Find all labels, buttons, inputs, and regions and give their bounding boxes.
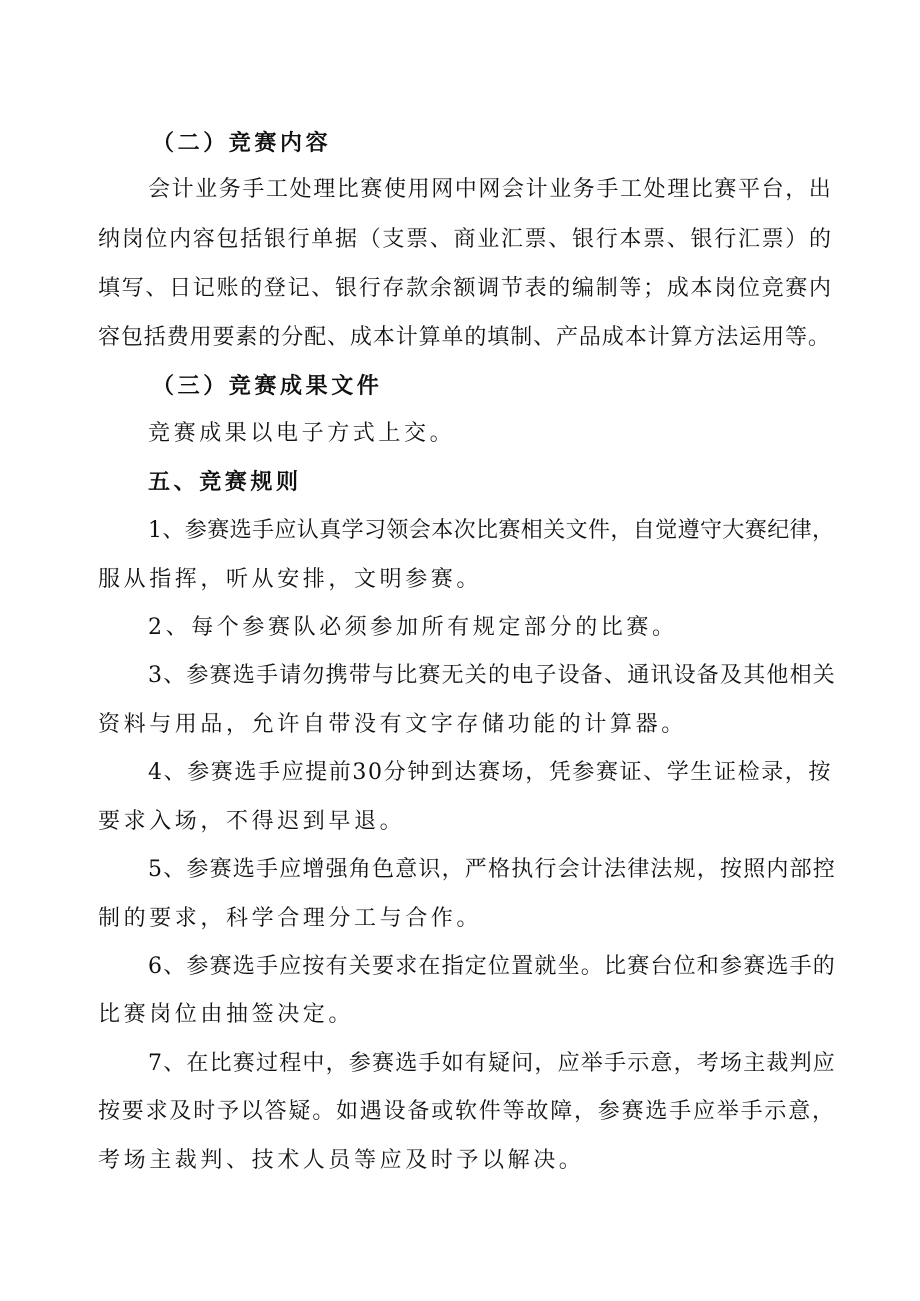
rule-line: 4、参赛选手应提前30分钟到达赛场，凭参赛证、学生证检录，按 [148, 760, 832, 785]
rule-line: 1、参赛选手应认真学习领会本次比赛相关文件，自觉遵守大赛纪律， [148, 518, 835, 543]
paragraph-line: 容包括费用要素的分配、成本计算单的填制、产品成本计算方法运用等。 [98, 325, 831, 350]
heading-competition-content: （二）竞赛内容 [152, 130, 332, 156]
paragraph-line: 竞赛成果以电子方式上交。 [148, 421, 456, 446]
paragraph-line: 会计业务手工处理比赛使用网中网会计业务手工处理比赛平台，出 [148, 177, 833, 202]
rule-line: 按要求及时予以答疑。如遇设备或软件等故障，参赛选手应举手示意， [98, 1099, 836, 1124]
heading-results-files: （三）竞赛成果文件 [152, 373, 383, 399]
heading-competition-rules: 五、竞赛规则 [148, 469, 302, 495]
rule-line: 5、参赛选手应增强角色意识，严格执行会计法律法规，按照内部控 [148, 857, 836, 882]
rule-line: 制的要求，科学合理分工与合作。 [98, 906, 483, 931]
rule-line: 服从指挥，听从安排，文明参赛。 [98, 567, 483, 592]
rule-line: 2、每个参赛队必须参加所有规定部分的比赛。 [148, 615, 678, 640]
rule-line: 3、参赛选手请勿携带与比赛无关的电子设备、通讯设备及其他相关 [148, 663, 836, 688]
rule-line: 7、在比赛过程中，参赛选手如有疑问，应举手示意，考场主裁判应 [148, 1051, 836, 1076]
rule-line: 考场主裁判、技术人员等应及时予以解决。 [98, 1148, 585, 1173]
rule-line: 比赛岗位由抽签决定。 [98, 1002, 355, 1027]
rule-line: 要求入场，不得迟到早退。 [98, 809, 406, 834]
rule-line: 资料与用品，允许自带没有文字存储功能的计算器。 [98, 712, 687, 737]
paragraph-line: 纳岗位内容包括银行单据（支票、商业汇票、银行本票、银行汇票）的 [98, 227, 833, 252]
rule-line: 6、参赛选手应按有关要求在指定位置就坐。比赛台位和参赛选手的 [148, 954, 836, 979]
paragraph-line: 填写、日记账的登记、银行存款余额调节表的编制等；成本岗位竞赛内 [98, 276, 833, 301]
